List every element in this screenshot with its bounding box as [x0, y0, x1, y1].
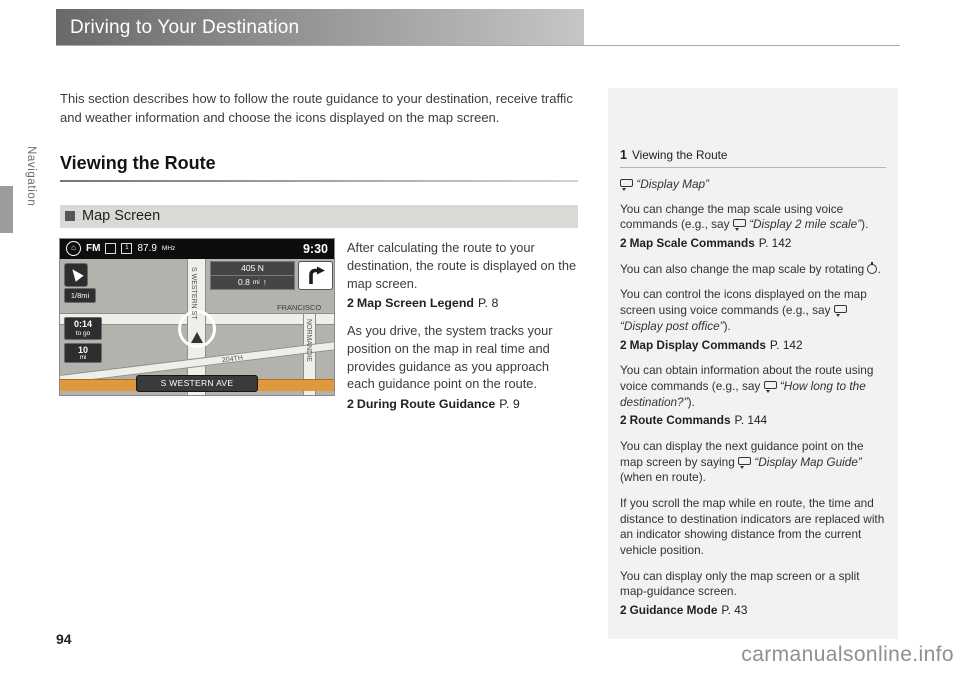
- highway-sign: 405 N: [210, 261, 295, 276]
- vehicle-position-icon: [191, 332, 203, 343]
- next-distance-unit: mi: [252, 278, 260, 286]
- header-rule: [56, 45, 900, 46]
- voice-command-text: “Display 2 mile scale”: [749, 217, 862, 232]
- home-icon: ⌂: [66, 241, 81, 256]
- distance-indicator: [64, 343, 102, 363]
- map-status-bar: [60, 239, 334, 259]
- reference-icon: 2: [347, 397, 354, 412]
- page-number: 94: [56, 631, 72, 647]
- compass-icon: [64, 263, 88, 287]
- next-maneuver-distance: [210, 276, 295, 290]
- subsection-title: Map Screen: [82, 208, 161, 225]
- note-text: (when en route).: [620, 470, 706, 485]
- note-text: .: [877, 261, 881, 276]
- content-two-column: [60, 239, 578, 423]
- radio-band-label: FM: [86, 243, 101, 255]
- watermark: carmanualsonline.info: [741, 643, 954, 666]
- cross-reference: [347, 295, 578, 312]
- note-text: ).: [861, 217, 869, 232]
- page-header-bar: [56, 9, 584, 46]
- street-label-francisco: FRANCISCO: [277, 302, 322, 312]
- radio-frequency-unit: MHz: [161, 245, 176, 253]
- reference-icon: 2: [347, 296, 354, 311]
- reference-label: Map Screen Legend: [356, 296, 474, 311]
- north-arrow-icon: [68, 266, 83, 282]
- distance-value: 10: [77, 344, 88, 355]
- reference-label: Map Display Commands: [629, 337, 766, 352]
- reference-page: P. 8: [477, 296, 499, 311]
- info-icon: 1: [620, 148, 627, 162]
- notes-rule: [620, 167, 886, 168]
- reference-label: During Route Guidance: [356, 397, 496, 412]
- reference-page: P. 142: [769, 337, 803, 352]
- street-label-western-st: S WESTERN ST: [190, 266, 197, 320]
- selector-knob-icon: [867, 264, 877, 274]
- sidebar-notes: [608, 88, 898, 639]
- body-paragraph: After calculating the route to your destination, the route is displayed on the map screen.: [347, 239, 577, 291]
- cross-reference: [620, 603, 886, 619]
- note-paragraph: [620, 439, 886, 486]
- street-label-normandie: NORMANDIE: [305, 318, 312, 362]
- note-text: You can display the next guidance point on the map screen by saying: [620, 438, 864, 469]
- note-text: You can change the map scale using voice commands (e.g., say: [620, 201, 844, 232]
- current-street-plate: S WESTERN AVE: [136, 375, 258, 392]
- chapter-tab-marker: [0, 186, 13, 233]
- note-text: You can also change the map scale by rotating: [620, 261, 868, 276]
- voice-command-icon: [620, 179, 633, 190]
- distance-unit: mi: [79, 354, 87, 362]
- reference-page: P. 43: [721, 603, 748, 618]
- audio-source-icon: [105, 243, 116, 254]
- map-screen-figure: [60, 239, 334, 395]
- voice-command-text: “Display Map”: [636, 177, 710, 191]
- cross-reference: [620, 413, 886, 429]
- body-text-column: [347, 239, 578, 423]
- square-bullet-icon: [65, 211, 75, 221]
- preset-number-icon: 1: [121, 243, 132, 254]
- reference-icon: 2: [620, 413, 627, 428]
- radio-frequency: 87.9: [137, 243, 157, 255]
- turn-arrow-box: [298, 261, 333, 290]
- reference-icon: 2: [620, 337, 627, 352]
- note-paragraph: [620, 363, 886, 410]
- clock-time: 9:30: [302, 241, 328, 256]
- note-text: You can obtain information about the route using voice commands (e.g., say: [620, 363, 874, 393]
- cross-reference: [620, 338, 886, 354]
- subsection-header: [60, 205, 578, 228]
- note-paragraph: [620, 202, 886, 233]
- reference-icon: 2: [620, 603, 627, 618]
- cross-reference: [620, 236, 886, 252]
- guidance-banner: [210, 261, 295, 290]
- note-text: ).: [723, 318, 731, 333]
- note-paragraph: [620, 287, 886, 334]
- time-to-go-label: to go: [75, 329, 91, 337]
- voice-command-icon: [764, 381, 777, 392]
- voice-command-line: [620, 177, 886, 193]
- section-rule: [60, 180, 578, 182]
- note-text: ).: [687, 394, 695, 409]
- turn-right-arrow-icon: [306, 265, 326, 285]
- note-paragraph: [620, 262, 886, 278]
- intro-paragraph: This section describes how to follow the route guidance to your destination, receive traffic and weather information and choose the icons displayed on the map screen.: [60, 91, 573, 125]
- reference-page: P. 144: [734, 413, 768, 428]
- reference-icon: 2: [620, 236, 627, 251]
- page-title: Driving to Your Destination: [70, 16, 300, 38]
- voice-command-text: “How long to the destination?”: [620, 378, 866, 409]
- voice-command-text: “Display post office”: [620, 318, 724, 333]
- voice-command-icon: [733, 219, 746, 230]
- time-to-go-value: 0:14: [73, 318, 92, 329]
- reference-page: P. 142: [758, 236, 792, 251]
- map-scale-indicator: 1/8mi: [64, 288, 96, 303]
- reference-label: Guidance Mode: [629, 603, 718, 618]
- chapter-label: Navigation: [25, 146, 37, 207]
- straight-arrow-icon: ↑: [262, 277, 267, 288]
- reference-label: Map Scale Commands: [629, 236, 755, 251]
- note-paragraph: If you scroll the map while en route, the time and distance to destination indicators are replaced with an indicator showing distance from the current vehicle position.: [620, 496, 885, 558]
- note-text: You can control the icons displayed on the map screen using voice commands (e.g., say: [620, 287, 867, 318]
- note-paragraph: You can display only the map screen or a split map-guidance screen.: [620, 568, 860, 599]
- reference-label: Route Commands: [629, 413, 731, 428]
- notes-title: Viewing the Route: [631, 148, 728, 162]
- reference-page: P. 9: [499, 397, 520, 412]
- voice-command-icon: [834, 305, 847, 316]
- street-label-204th: 204TH: [221, 354, 244, 364]
- body-paragraph: As you drive, the system tracks your position on the map in real time and provides guidance as you approach each guidance point on the route.: [347, 322, 553, 392]
- time-to-go-indicator: [64, 317, 102, 340]
- cross-reference: [347, 396, 578, 413]
- notes-title-row: [620, 148, 886, 162]
- voice-command-icon: [738, 457, 751, 468]
- voice-command-text: “Display Map Guide”: [754, 454, 862, 469]
- next-distance-value: 0.8: [238, 277, 250, 288]
- section-title: Viewing the Route: [60, 152, 216, 173]
- main-column: [60, 90, 578, 423]
